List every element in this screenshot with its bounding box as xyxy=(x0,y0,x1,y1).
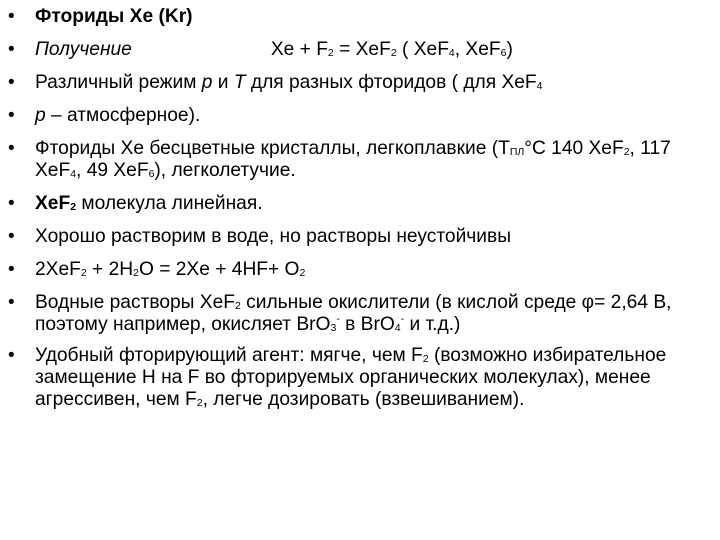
list-item-hydrolysis xyxy=(6,259,712,281)
list-item-fluorinating-agent xyxy=(6,345,712,411)
preparation-equation: $Xe + F_2 = XeF_2$ ( XeF$_4$, XeF$_6$) xyxy=(270,39,513,60)
list-item-solubility xyxy=(6,226,712,248)
oxidizers-text: Водные растворы XeF$_2$ сильные окислители (в кислой среде φ= 2,64 В, поэтому например, окисляет BrO$_3$- в BrO$_4$- и т.д.) xyxy=(35,292,672,335)
bullet-icon: • xyxy=(8,193,15,214)
item-title-text: Фториды Xe (Kr) xyxy=(35,6,193,27)
bullet-icon: • xyxy=(8,72,15,93)
list-item-modes xyxy=(6,72,712,94)
bullet-icon: • xyxy=(8,6,15,27)
hydrolysis-equation: $2XeF_2 + 2H_2O = 2Xe + 4HF+ O_2$ xyxy=(35,259,306,280)
pressure-text: p – атмосферное). xyxy=(35,105,201,126)
list-item-title xyxy=(6,6,712,28)
list-item-oxidizers xyxy=(6,292,712,336)
fluorinating-agent-text: Удобный фторирующий агент: мягче, чем $F_2$ (возможно избирательное замещение H на F во фторируемых органических молекулах), менее агрессивен, чем $F_2$, легче дозировать (взвешиванием). xyxy=(35,345,667,410)
bullet-icon: • xyxy=(8,345,15,366)
crystals-text: Фториды Xe бесцветные кристаллы, легкоплавкие ($T_{ПЛ}^\circ C$ 140 XeF$_2$, 117 XeF$_4$, 49 XeF$_6$), легколетучие. xyxy=(35,138,671,181)
bullet-list xyxy=(6,6,712,422)
linear-text: XeF$_2$ молекула линейная. xyxy=(35,193,263,214)
bullet-icon: • xyxy=(8,105,15,126)
bullet-icon: • xyxy=(8,259,15,280)
bullet-icon: • xyxy=(8,39,15,60)
solubility-text: Хорошо растворим в воде, но растворы неустойчивы xyxy=(35,226,512,247)
list-item-preparation xyxy=(6,39,712,61)
bullet-icon: • xyxy=(8,292,15,313)
list-item-linear xyxy=(6,193,712,215)
preparation-label: Получение xyxy=(35,39,132,60)
modes-text: Различный режим p и T для разных фторидов ( для XeF$_4$ xyxy=(35,72,543,93)
bullet-icon: • xyxy=(8,138,15,159)
list-item-crystals xyxy=(6,138,712,182)
bullet-icon: • xyxy=(8,226,15,247)
list-item-pressure xyxy=(6,105,712,127)
